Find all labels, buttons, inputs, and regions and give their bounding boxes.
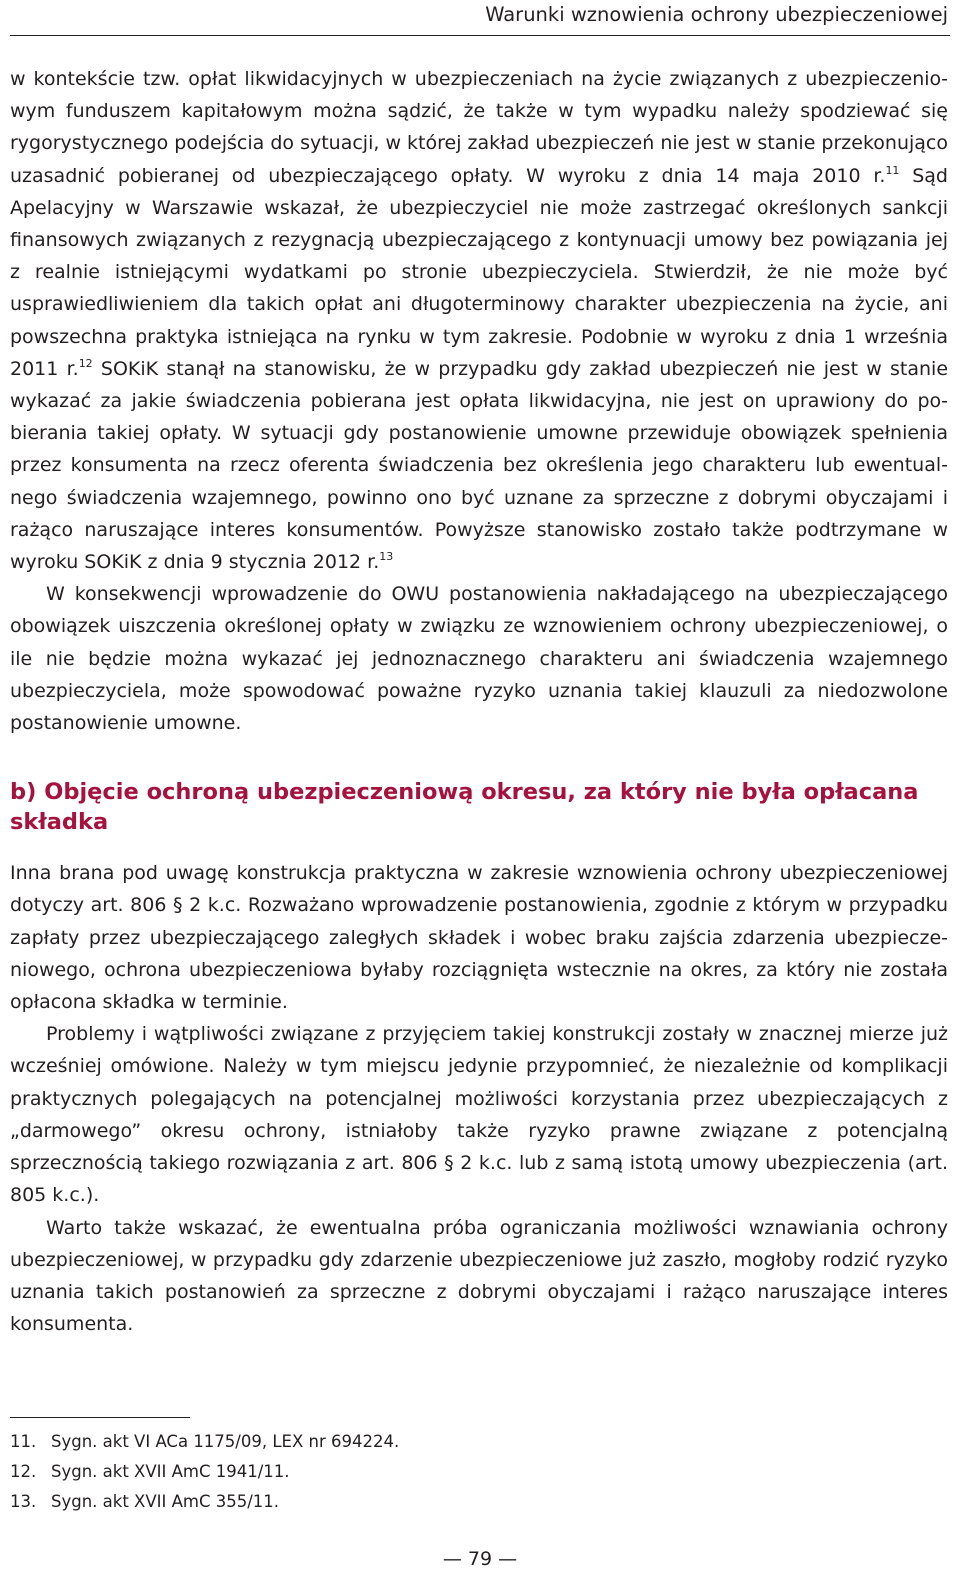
paragraph-4: Problemy i wątpliwości związane z przyjęciem takiej konstrukcji zostały w znacznej mierze już wcześniej omówione. Należy w tym miejscu jedynie przypomnieć, że niezależnie od komplikacji praktycznych polegających na potencjalnej możliwości korzystania przez ubezpieczających z „darmowego” okresu ochrony, istniałoby także ryzyko prawne związane z potencjalną sprzecznością takiego rozwiązania z art. 806 § 2 k.c. lub z samą istotą umowy ubezpieczenia (art. 805 k.c.). [10, 1023, 948, 1207]
footnote-number: 12. [10, 1462, 37, 1481]
section-heading: b) Objęcie ochroną ubezpieczeniową okresu, za który nie była opłacana składka [10, 779, 919, 836]
running-head: Warunki wznowienia ochrony ubezpieczeniowej [485, 3, 948, 26]
main-text [10, 63, 948, 1340]
footnote-13 [10, 1487, 948, 1517]
paragraph-2: W konsekwencji wprowadzenie do OWU postanowienia nakładającego na ubezpieczającego obowiązek uiszczenia określonej opłaty w związku ze wznowieniem ochrony ubezpieczeniowej, o ile nie będzie można wykazać jej jednoznacznego charakteru ani świadczenia wzajemnego ubezpieczyciela, może spowodować poważne ryzyko uznania takiej klauzuli za niedozwolone postanowienie umowne. [10, 583, 948, 735]
footnote-ref-11[interactable]: 11 [885, 163, 900, 177]
footnote-number: 11. [10, 1432, 37, 1451]
paragraph-1-part-c: SOKiK stanął na stanowisku, że w przypadku gdy zakład ubezpieczeń nie jest w stanie wykazać za jakie świadczenia pobierana jest opłata likwidacyjna, nie jest on uprawiony do pobierania takiej opłaty. W sytuacji gdy postanowienie umowne przewiduje obowiązek spełnienia przez konsumenta na rzecz oferenta świadczenia bez określenia jego charakteru lub ewentualnego świadczenia wzajemnego, powinno ono być uznane za sprzeczne z dobrymi obyczajami i rażąco naruszające interes konsumentów. Powyższe stanowisko zostało także podtrzymane w wyroku SOKiK z dnia 9 stycznia 2012 r. [10, 357, 949, 574]
footnote-11 [10, 1427, 948, 1457]
footnote-ref-12[interactable]: 12 [78, 356, 93, 370]
header-divider [10, 35, 950, 36]
footnote-text: Sygn. akt VI ACa 1175/09, LEX nr 694224. [51, 1432, 400, 1451]
paragraph-3: Inna brana pod uwagę konstrukcja praktyczna w zakresie wznowienia ochrony ubezpieczeniowej dotyczy art. 806 § 2 k.c. Rozważano wprowadzenie postanowienia, zgodnie z którym w przypadku zapłaty przez ubezpieczającego zaległych składek i wobec braku zajścia zdarzenia ubezpieczeniowego, ochrona ubezpieczeniowa byłaby rozciągnięta wstecznie na okres, za który nie została opłacona składka w terminie. [10, 862, 948, 1014]
paragraph-1-part-b: Sąd Apelacyjny w Warszawie wskazał, że ubezpieczyciel nie może zastrzegać określonych sankcji finansowych związanych z rezygnacją ubezpieczającego z kontynuacji umowy bez powiązania jej z realnie istniejącymi wydatkami po stronie ubezpieczyciela. Stwierdził, że nie może być usprawiedliwieniem dla takich opłat ani długoterminowy charakter ubezpieczenia na życie, ani powszechna praktyka istniejąca na rynku w tym zakresie. Podobnie w wyroku z dnia 1 września 2011 r. [10, 164, 948, 380]
footnote-text: Sygn. akt XVII AmC 355/11. [51, 1492, 280, 1511]
footnote-divider [10, 1417, 190, 1418]
footnote-12 [10, 1457, 948, 1487]
footnote-number: 13. [10, 1492, 37, 1511]
paragraph-1-part-a: w kontekście tzw. opłat likwidacyjnych w ubezpieczeniach na życie związanych z ubezpieczeniowym funduszem kapitałowym można sądzić, że także w tym wypadku należy spodziewać się rygorystycznego podejścia do sytuacji, w której zakład ubezpieczeń nie jest w stanie przekonująco uzasadnić pobieranej od ubezpieczającego opłaty. W wyroku z dnia 14 maja 2010 r. [10, 68, 948, 187]
page-number: — 79 — [442, 1548, 518, 1570]
paragraph-1 [10, 63, 948, 578]
footnotes [10, 1427, 948, 1517]
footnote-text: Sygn. akt XVII AmC 1941/11. [51, 1462, 290, 1481]
paragraph-5: Warto także wskazać, że ewentualna próba ograniczania możliwości wznawiania ochrony ubezpieczeniowej, w przypadku gdy zdarzenie ubezpieczeniowe już zaszło, mogłoby rodzić ryzyko uznania takich postanowień za sprzeczne z dobrymi obyczajami i rażąco naruszające interes konsumenta. [10, 1216, 948, 1336]
footnote-ref-13[interactable]: 13 [379, 550, 394, 564]
